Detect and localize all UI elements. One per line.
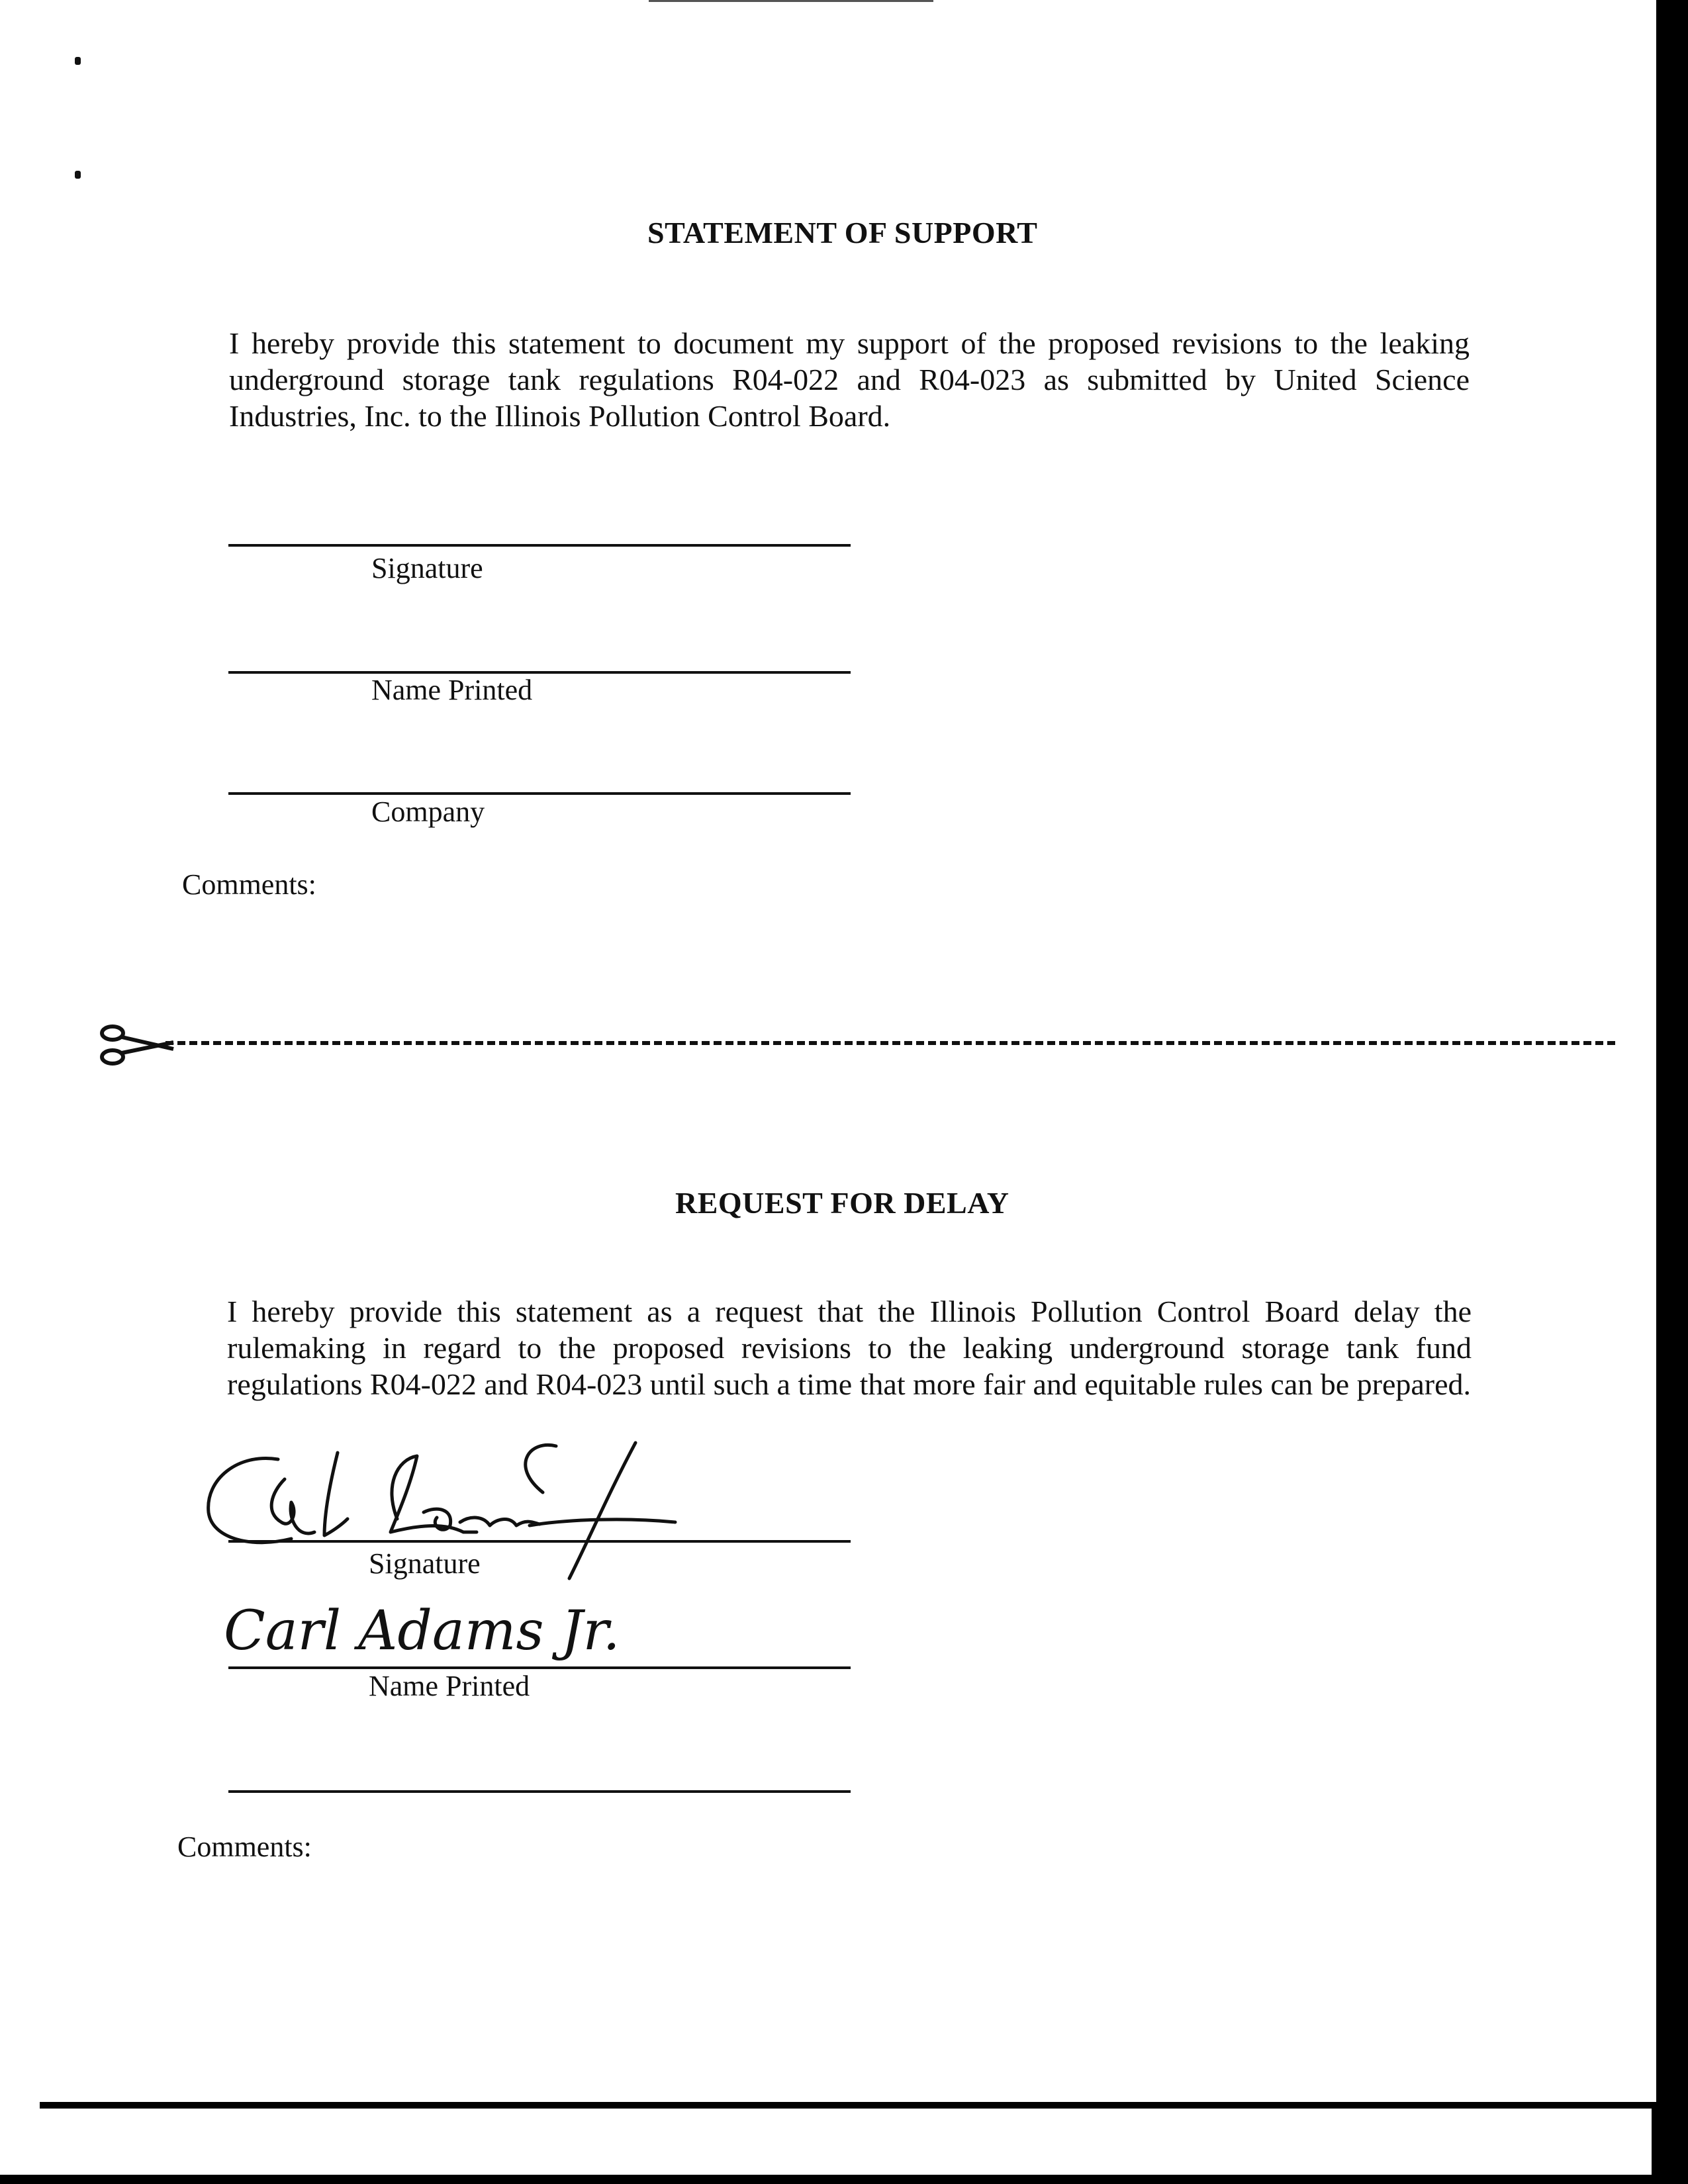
scan-border-corner (1652, 2109, 1688, 2184)
delay-title: REQUEST FOR DELAY (675, 1186, 1009, 1220)
cut-line (165, 1041, 1615, 1045)
delay-signature-line[interactable] (228, 1540, 851, 1543)
support-company-line[interactable] (228, 792, 851, 795)
scan-border-bottom (40, 2102, 1688, 2109)
support-signature-line[interactable] (228, 544, 851, 547)
support-body: I hereby provide this statement to document my support of the proposed revisions to the leaking underground storage tank regulations R04-022 and R04-023 as submitted by United Science Industries, Inc. to the Illinois Pollution Control Board. (229, 326, 1470, 433)
delay-signature-label: Signature (369, 1547, 481, 1580)
delay-printed-name: Carl Adams Jr. (224, 1600, 620, 1662)
scan-edge-line (649, 0, 933, 2)
delay-comments-label: Comments: (177, 1831, 312, 1863)
scan-border-strip (0, 2175, 1688, 2184)
support-name-label: Name Printed (371, 674, 533, 706)
delay-body: I hereby provide this statement as a request that the Illinois Pollution Control Board delay the rulemaking in regard to the proposed revisions to the leaking underground storage tank fund regulations R04-022 and R04-023 until such a time that more fair and equitable rules can be prepared. (227, 1295, 1472, 1401)
support-title: STATEMENT OF SUPPORT (647, 216, 1038, 250)
scissors-icon (99, 1023, 179, 1069)
scan-border-right (1656, 0, 1688, 2184)
delay-name-label: Name Printed (369, 1670, 530, 1702)
support-company-label: Company (371, 796, 485, 828)
delay-name-line[interactable] (228, 1666, 851, 1669)
delay-company-line[interactable] (228, 1790, 851, 1793)
support-signature-label: Signature (371, 552, 483, 584)
support-name-line[interactable] (228, 671, 851, 674)
scan-speck (75, 171, 81, 179)
scan-speck (75, 57, 81, 65)
support-comments-label: Comments: (182, 868, 316, 901)
